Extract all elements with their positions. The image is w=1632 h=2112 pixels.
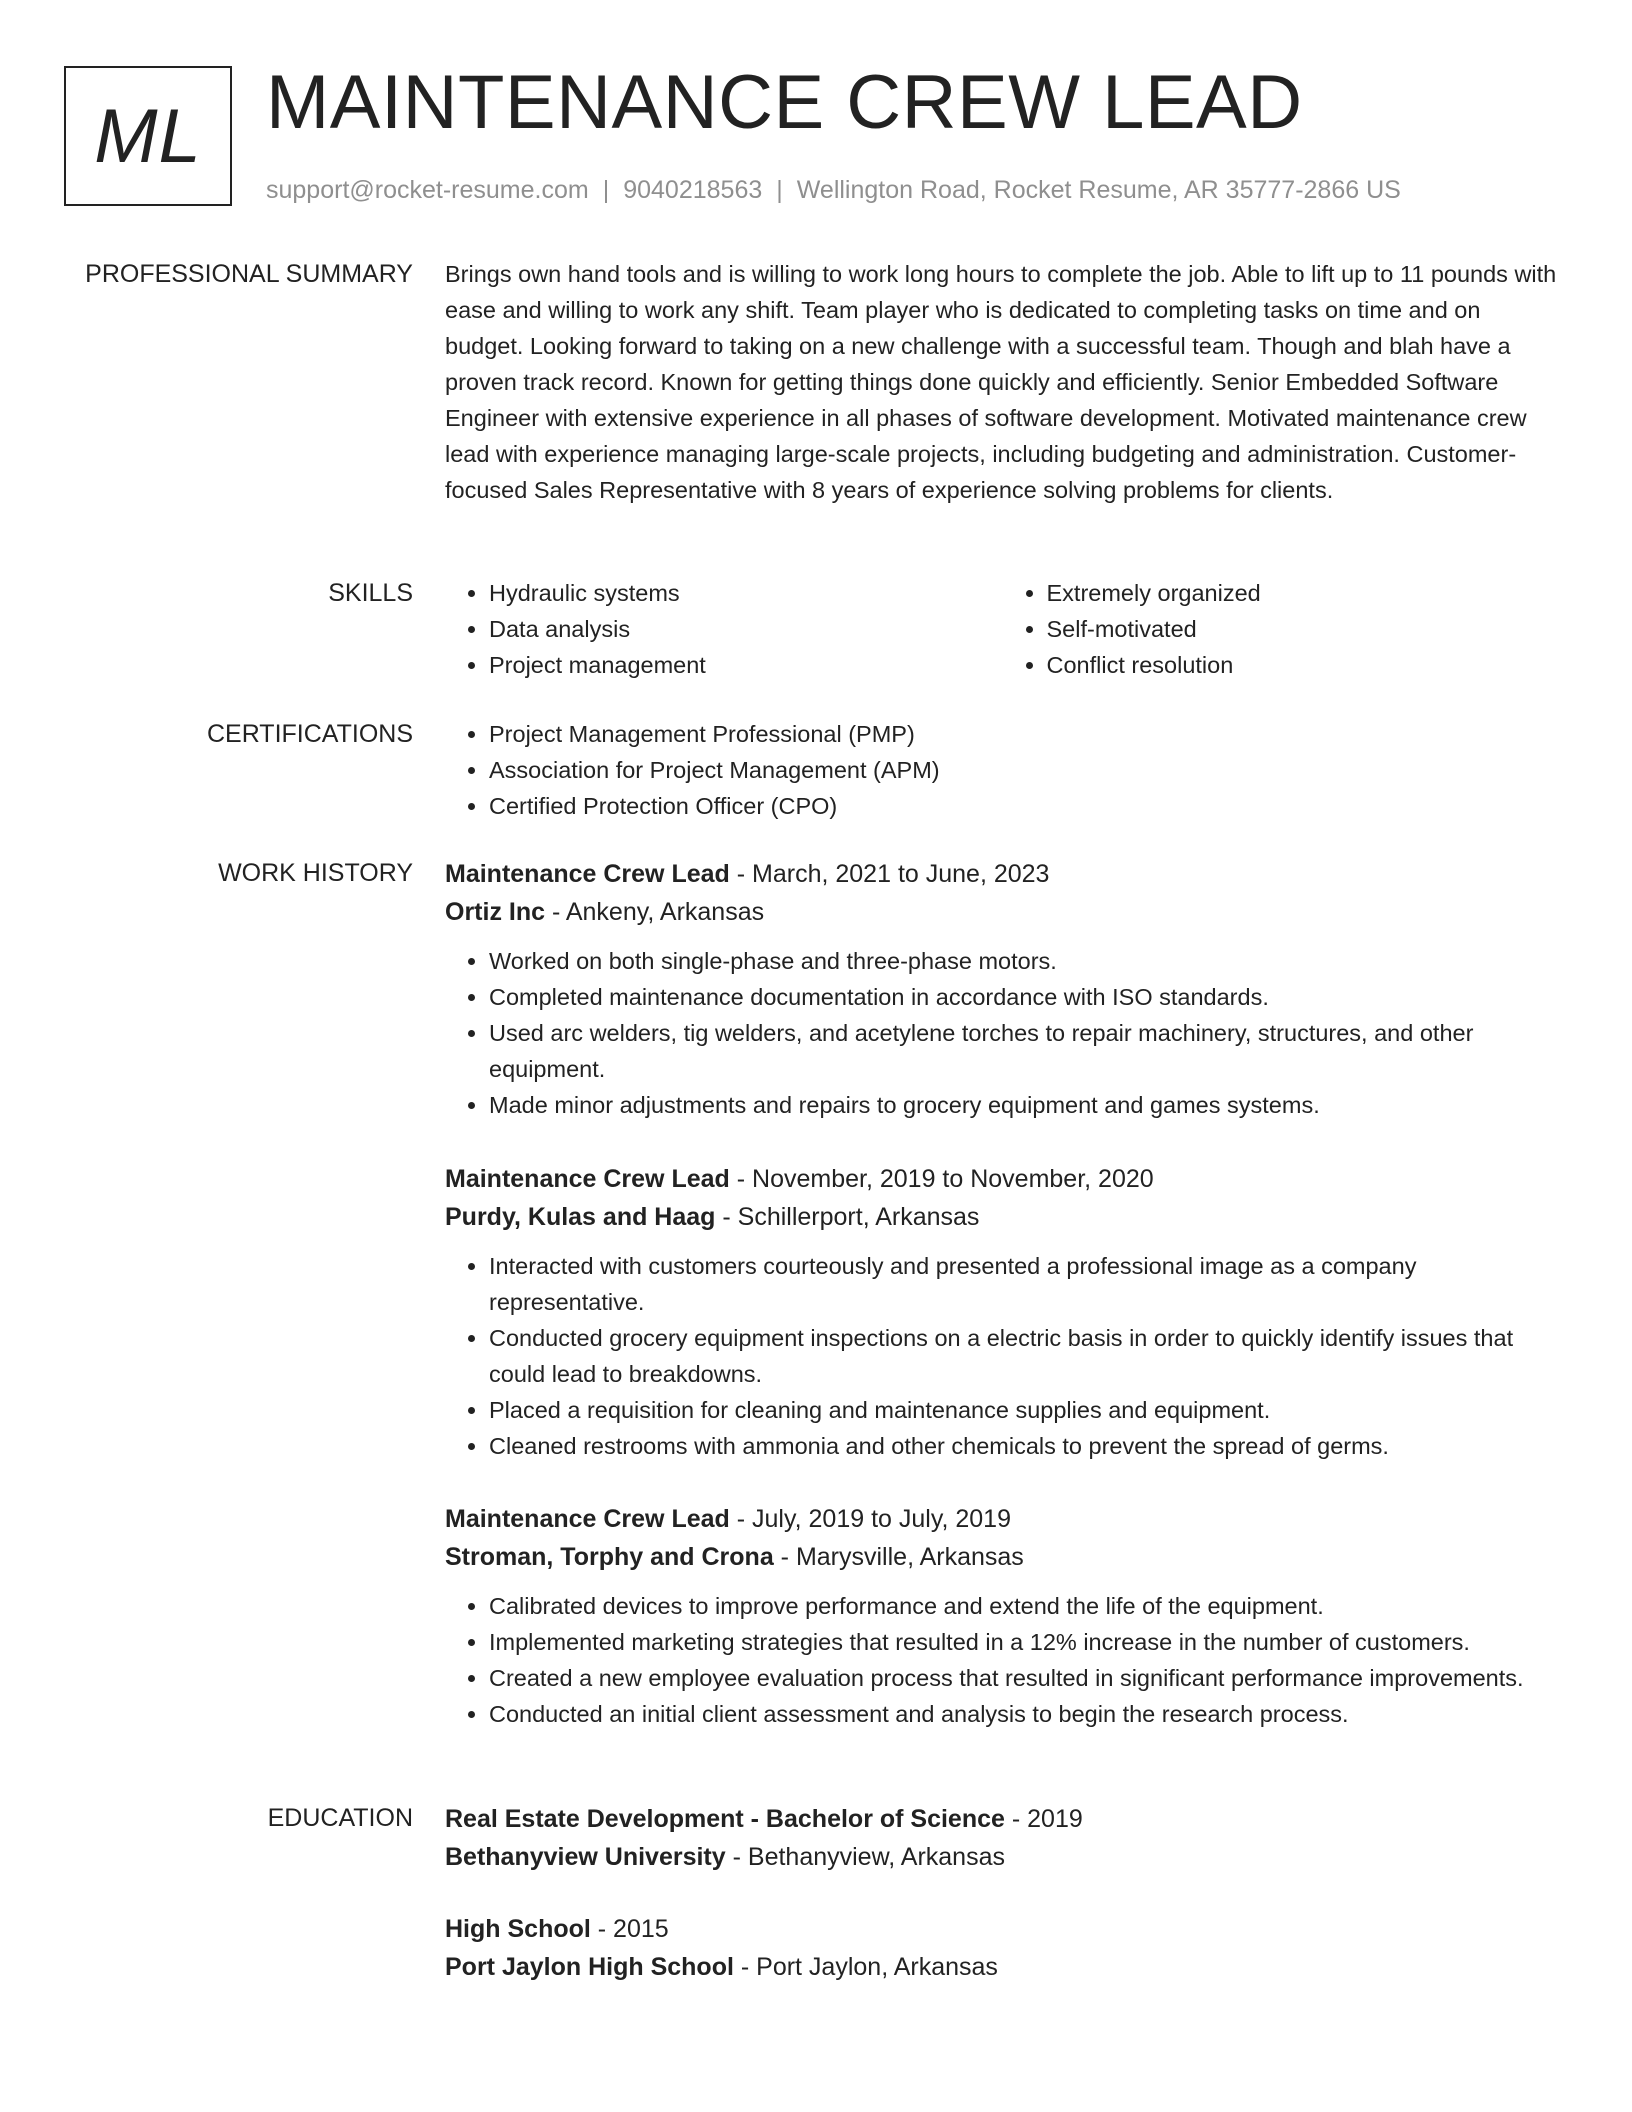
job-dates: - November, 2019 to November, 2020 — [729, 1165, 1154, 1193]
certification-item: • Project Management Professional (PMP) — [489, 716, 1560, 752]
education-location: - Port Jaylon, Arkansas — [733, 1953, 998, 1981]
job-title: Maintenance Crew Lead — [445, 1505, 730, 1533]
education-school-line — [445, 1948, 1560, 1986]
job-entry-3 — [0, 1500, 1632, 1732]
job-body — [445, 1160, 1560, 1464]
education-school: Bethanyview University — [445, 1843, 726, 1871]
certifications-list — [445, 716, 1560, 824]
job-title-line — [445, 1500, 1560, 1538]
job-bullet: • Placed a requisition for cleaning and maintenance supplies and equipment. — [489, 1392, 1560, 1428]
job-bullet: • Cleaned restrooms with ammonia and other chemicals to prevent the spread of germs. — [489, 1428, 1560, 1464]
job-entry-2 — [0, 1160, 1632, 1464]
job-bullet: • Conducted grocery equipment inspections on a electric basis in order to quickly identify issues that could lead to breakdowns. — [489, 1320, 1560, 1392]
job-bullets — [445, 943, 1560, 1123]
certifications-body — [445, 716, 1560, 824]
job-title: Maintenance Crew Lead — [445, 860, 730, 888]
contact-address: Wellington Road, Rocket Resume, AR 35777-2866 US — [796, 176, 1401, 204]
skill-item: • Conflict resolution — [1047, 647, 1561, 683]
job-title: Maintenance Crew Lead — [445, 1165, 730, 1193]
education-degree-line — [445, 1800, 1560, 1838]
contact-email: support@rocket-resume.com — [266, 176, 589, 204]
skills-body — [445, 575, 1560, 683]
job-bullet: • Used arc welders, tig welders, and acetylene torches to repair machinery, structures, and other equipment. — [489, 1015, 1560, 1087]
education-school: Port Jaylon High School — [445, 1953, 734, 1981]
job-title-line — [445, 1160, 1560, 1198]
education-year: - 2019 — [1004, 1805, 1083, 1833]
summary-text: Brings own hand tools and is willing to work long hours to complete the job. Able to lift up to 11 pounds with ease and willing to work any shift. Team player who is dedicated to completing tasks on time and on budget. Looking forward to taking on a new challenge with a successful team. Though and blah have a proven track record. Known for getting things done quickly and efficiently. Senior Embedded Software Engineer with extensive experience in all phases of software development. Motivated maintenance crew lead with experience managing large-scale projects, including budgeting and administration. Customer-focused Sales Representative with 8 years of experience solving problems for clients. — [445, 261, 1557, 503]
education-degree: Real Estate Development - Bachelor of Science — [445, 1805, 1005, 1833]
job-bullet: • Completed maintenance documentation in accordance with ISO standards. — [489, 979, 1560, 1015]
education-entry — [445, 1800, 1560, 1876]
job-dates: - July, 2019 to July, 2019 — [729, 1505, 1011, 1533]
skills-list-right — [1003, 575, 1561, 683]
job-location: - Schillerport, Arkansas — [715, 1203, 980, 1231]
job-bullets — [445, 1248, 1560, 1464]
skill-item: • Self-motivated — [1047, 611, 1561, 647]
job-bullet: • Worked on both single-phase and three-phase motors. — [489, 943, 1560, 979]
job-bullet: • Made minor adjustments and repairs to grocery equipment and games systems. — [489, 1087, 1560, 1123]
education-body — [445, 1800, 1560, 1986]
job-location: - Marysville, Arkansas — [773, 1543, 1024, 1571]
job-bullet: • Calibrated devices to improve performance and extend the life of the equipment. — [489, 1588, 1560, 1624]
job-body — [445, 1500, 1560, 1732]
job-company-line — [445, 1538, 1560, 1576]
education-year: - 2015 — [590, 1915, 669, 1943]
section-label-certifications: CERTIFICATIONS — [206, 720, 413, 748]
job-location: - Ankeny, Arkansas — [545, 898, 765, 926]
skill-item: • Extremely organized — [1047, 575, 1561, 611]
contact-phone: 9040218563 — [623, 176, 763, 204]
summary-body — [445, 256, 1560, 508]
contact-separator: | — [776, 176, 783, 204]
job-bullets — [445, 1588, 1560, 1732]
job-company-line — [445, 1198, 1560, 1236]
section-label-skills: SKILLS — [328, 579, 413, 607]
section-label-work-history: WORK HISTORY — [218, 859, 413, 887]
skill-item: • Project management — [489, 647, 1003, 683]
education-school-line — [445, 1838, 1560, 1876]
job-bullet: • Interacted with customers courteously and presented a professional image as a company representative. — [489, 1248, 1560, 1320]
job-title-line — [445, 855, 1560, 893]
education-degree: High School — [445, 1915, 591, 1943]
contact-separator: | — [602, 176, 610, 204]
education-entry — [445, 1910, 1560, 1986]
certification-item: • Certified Protection Officer (CPO) — [489, 788, 1560, 824]
education-location: - Bethanyview, Arkansas — [725, 1843, 1005, 1871]
initials-monogram: ML — [64, 66, 232, 206]
job-bullet: • Implemented marketing strategies that resulted in a 12% increase in the number of customers. — [489, 1624, 1560, 1660]
job-bullet: • Created a new employee evaluation process that resulted in significant performance improvements. — [489, 1660, 1560, 1696]
skill-item: • Data analysis — [489, 611, 1003, 647]
job-body — [445, 855, 1560, 1123]
section-label-education: EDUCATION — [267, 1804, 413, 1832]
candidate-name: MAINTENANCE CREW LEAD — [266, 60, 1303, 145]
job-company: Stroman, Torphy and Crona — [445, 1543, 774, 1571]
job-entry-1 — [0, 855, 1632, 1123]
section-label-summary: PROFESSIONAL SUMMARY — [85, 260, 413, 288]
contact-line — [266, 174, 1401, 206]
education-degree-line — [445, 1910, 1560, 1948]
certification-item: • Association for Project Management (APM) — [489, 752, 1560, 788]
job-company: Purdy, Kulas and Haag — [445, 1203, 716, 1231]
job-company: Ortiz Inc — [445, 898, 546, 926]
job-company-line — [445, 893, 1560, 931]
job-dates: - March, 2021 to June, 2023 — [729, 860, 1050, 888]
job-bullet: • Conducted an initial client assessment and analysis to begin the research process. — [489, 1696, 1560, 1732]
skill-item: • Hydraulic systems — [489, 575, 1003, 611]
skills-list-left — [445, 575, 1003, 683]
